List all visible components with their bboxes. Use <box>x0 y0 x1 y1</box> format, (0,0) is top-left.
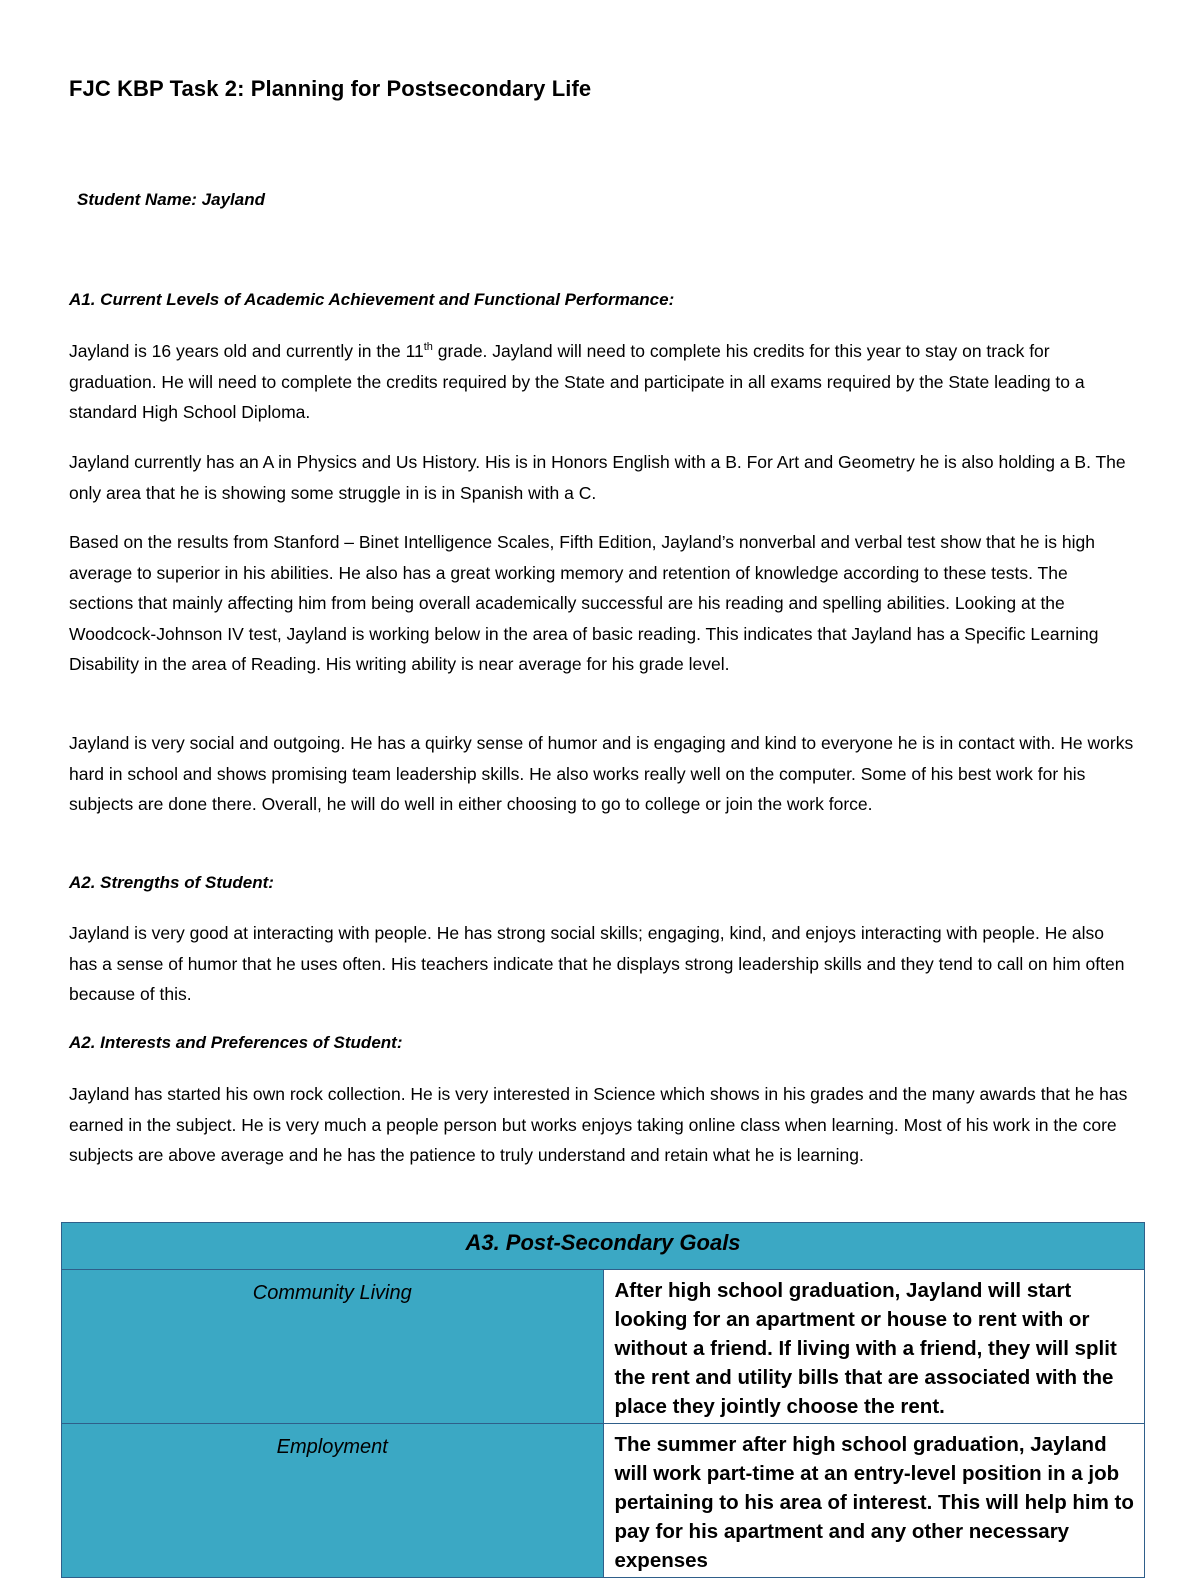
a2-strengths-paragraph <box>69 918 1134 1010</box>
a1-paragraph-4 <box>69 728 1134 820</box>
goal-row-employment <box>62 1424 1145 1578</box>
a2-strengths-heading: A2. Strengths of Student: <box>69 873 274 892</box>
post-secondary-goals-table <box>61 1222 1145 1578</box>
a2-interests-paragraph <box>69 1079 1134 1171</box>
a1-para1-text-cont: grade. Jayland will need to complete his credits for this year to stay on track for graduation. He will need to complete the credits required by the State and participate in all exams required by the State leading to a standard High School Diploma. <box>69 341 1085 422</box>
goals-table-header: A3. Post-Secondary Goals <box>62 1223 1145 1270</box>
document-title: FJC KBP Task 2: Planning for Postsecondary Life <box>69 76 592 101</box>
a1-para3-text: Based on the results from Stanford – Binet Intelligence Scales, Fifth Edition, Jayland’s nonverbal and verbal test show that he is high average to superior in his abilities. He also has a great working memory and retention of knowledge according to these tests. The sections that mainly affecting him from being overall academically successful are his reading and spelling abilities. Looking at the Woodcock-Johnson IV test, Jayland is working below in the area of basic reading. This indicates that Jayland has a Specific Learning Disability in the area of Reading. His writing ability is near average for his grade level. <box>69 532 1099 674</box>
a1-para2-text: Jayland currently has an A in Physics and Us History. His is in Honors English with a B. For Art and Geometry he is also holding a B. The only area that he is showing some struggle in is in Spanish with a C. <box>69 452 1126 503</box>
goal-text-employment: The summer after high school graduation, Jayland will work part-time at an entry-level position in a job pertaining to his area of interest. This will help him to pay for his apartment and any other necessary expenses <box>603 1424 1145 1578</box>
a2-strengths-text: Jayland is very good at interacting with people. He has strong social skills; engaging, kind, and enjoys interacting with people. He also has a sense of humor that he uses often. His teachers indicate that he displays strong leadership skills and they tend to call on him often because of this. <box>69 923 1125 1004</box>
goal-text-community-living: After high school graduation, Jayland will start looking for an apartment or house to rent with or without a friend. If living with a friend, they will split the rent and utility bills that are associated with the place they jointly choose the rent. <box>603 1270 1145 1424</box>
a1-para4-text: Jayland is very social and outgoing. He has a quirky sense of humor and is engaging and kind to everyone he is in contact with. He works hard in school and shows promising team leadership skills. He also works really well on the computer. Some of his best work for his subjects are done there. Overall, he will do well in either choosing to go to college or join the work force. <box>69 733 1134 814</box>
goal-label-employment: Employment <box>62 1424 604 1578</box>
a1-para1-text: Jayland is 16 years old and currently in the 11 <box>69 341 424 361</box>
grade-superscript: th <box>423 341 433 354</box>
student-name-line: Student Name: Jayland <box>77 190 265 209</box>
a2-interests-text: Jayland has started his own rock collection. He is very interested in Science which shows in his grades and the many awards that he has earned in the subject. He is very much a people person but works enjoys taking online class when learning. Most of his work in the core subjects are above average and he has the patience to truly understand and retain what he is learning. <box>69 1084 1128 1165</box>
a1-paragraph-1 <box>69 336 1134 428</box>
a1-heading: A1. Current Levels of Academic Achievement and Functional Performance: <box>69 290 675 309</box>
goal-label-community-living: Community Living <box>62 1270 604 1424</box>
goal-row-community-living <box>62 1270 1145 1424</box>
a1-paragraph-2 <box>69 447 1134 508</box>
a2-interests-heading: A2. Interests and Preferences of Student: <box>69 1033 403 1052</box>
a1-paragraph-3 <box>69 527 1134 680</box>
